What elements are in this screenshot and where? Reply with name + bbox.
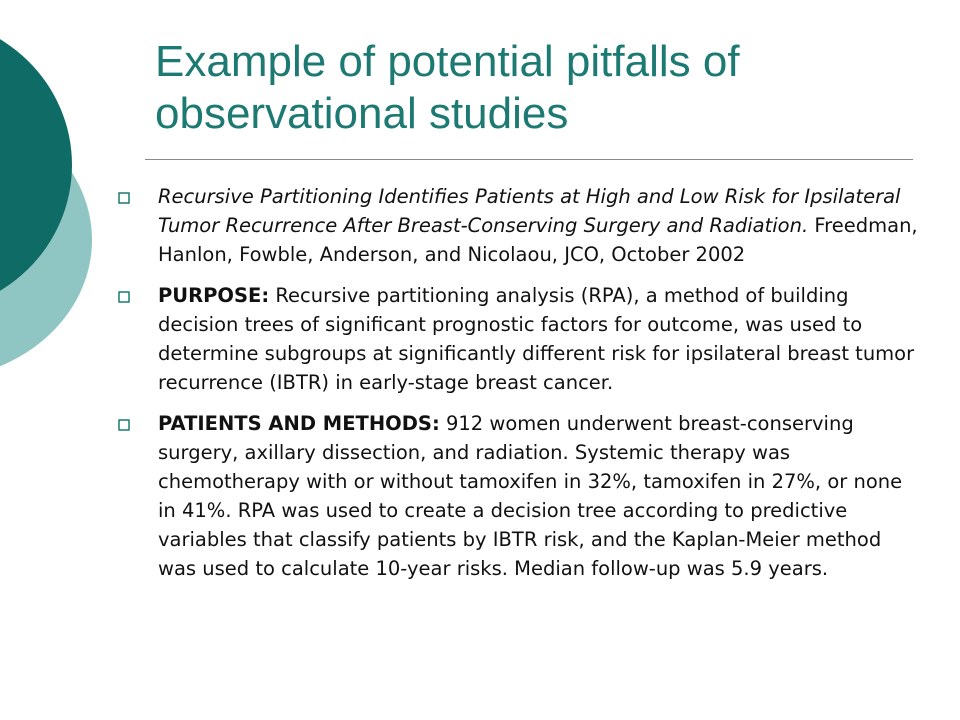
bullet-methods <box>118 409 918 583</box>
title-divider <box>145 159 913 160</box>
methods-text: 912 women underwent breast-conserving surgery, axillary dissection, and radiation. Systemic therapy was chemotherapy with or without tamoxifen in 32%, tamoxifen in 27%, or none in 41%. RPA was used to create a decision tree according to predictive variables that classify patients by IBTR risk, and the Kaplan-Meier method was used to calculate 10-year risks. Median follow-up was 5.9 years. <box>158 412 903 580</box>
bullet-list <box>118 182 918 595</box>
hollow-square-bullet-icon <box>118 291 130 303</box>
hollow-square-bullet-icon <box>118 419 130 431</box>
slide-decoration <box>0 0 110 400</box>
bullet-citation <box>118 182 918 269</box>
bullet-purpose <box>118 281 918 397</box>
methods-label: PATIENTS AND METHODS: <box>158 412 440 435</box>
slide-title: Example of potential pitfalls of observational studies <box>155 37 740 138</box>
purpose-text: Recursive partitioning analysis (RPA), a method of building decision trees of significant prognostic factors for outcome, was used to determine subgroups at significantly different risk for ipsilateral breast tumor recurrence (IBTR) in early-stage breast cancer. <box>158 284 915 394</box>
purpose-label: PURPOSE: <box>158 284 270 307</box>
citation-title: Recursive Partitioning Identifies Patients at High and Low Risk for Ipsilateral Tumor Recurrence After Breast-Conserving Surgery and Radiation. <box>158 185 901 237</box>
hollow-square-bullet-icon <box>118 192 130 204</box>
citation-authors: Freedman, Hanlon, Fowble, Anderson, and Nicolaou, JCO, October 2002 <box>158 214 918 266</box>
